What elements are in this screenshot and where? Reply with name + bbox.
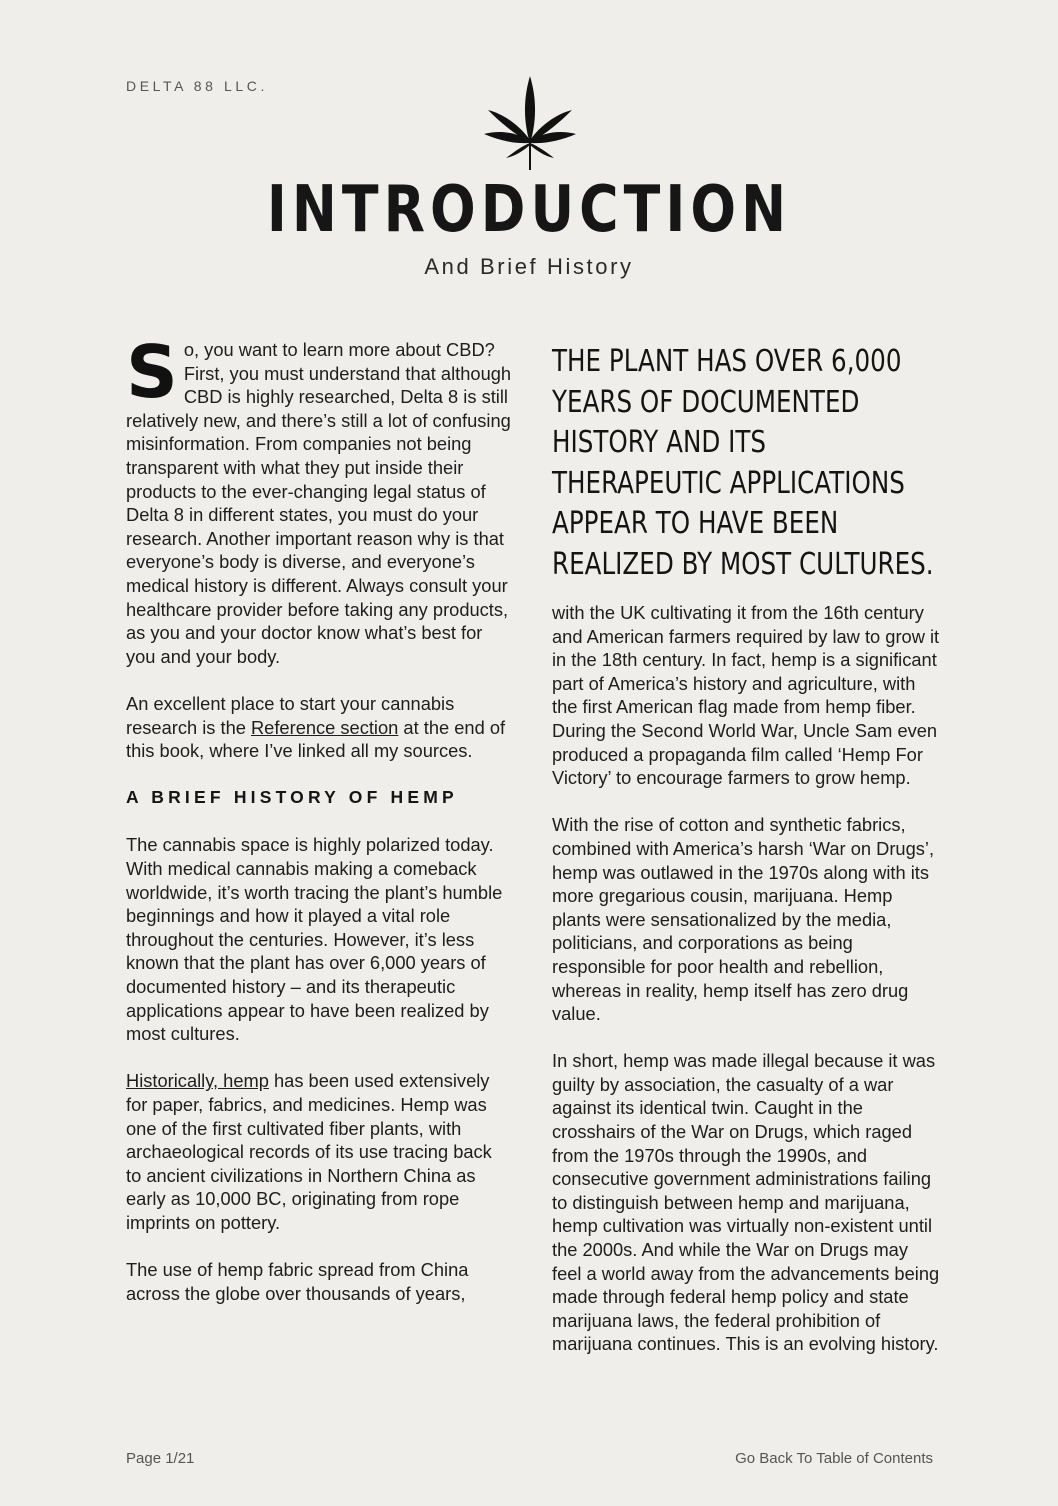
- reference-paragraph: [126, 692, 512, 763]
- illegal-paragraph: In short, hemp was made illegal because it was guilty by association, the casualty of a war against its identical twin. Caught in the crosshairs of the War on Drugs, which raged from the 1970s through the 1990s, and consecutive government administrations failing to distinguish between hemp and marijuana, hemp cultivation was virtually non-existent until the 2000s. And while the War on Drugs may feel a world away from the advancements being made through federal hemp policy and state marijuana laws, the federal prohibition of marijuana continues. This is an evolving history.: [552, 1050, 940, 1355]
- historically-paragraph: [126, 1069, 512, 1234]
- cannabis-leaf-icon: [480, 74, 580, 172]
- intro-paragraph: [126, 330, 512, 668]
- reference-text-after: at the end of this book, where I’ve linked all my sources.: [126, 716, 506, 762]
- pull-quote: THE PLANT HAS OVER 6,000 YEARS OF DOCUMENTED HISTORY AND ITS THERAPEUTIC APPLICATIONS APPEAR TO HAVE BEEN REALIZED BY MOST CULTURES.: [552, 344, 934, 582]
- uk-paragraph: with the UK cultivating it from the 16th century and American farmers required by law to grow it in the 18th century. In fact, hemp is a significant part of America’s history and agriculture, with the first American flag made from hemp fiber. During the Second World War, Uncle Sam even produced a propaganda film called ‘Hemp For Victory’ to encourage farmers to grow hemp.: [552, 602, 940, 789]
- reference-section-link[interactable]: Reference section: [250, 716, 399, 738]
- page-number: Page 1/21: [126, 1450, 195, 1467]
- fabric-paragraph: The use of hemp fabric spread from China across the globe over thousands of years,: [126, 1259, 469, 1304]
- right-column: [552, 338, 942, 1380]
- company-name: DELTA 88 LLC.: [126, 78, 268, 94]
- left-column: [126, 330, 512, 1329]
- page-subtitle: And Brief History: [424, 254, 634, 279]
- historically-hemp-link[interactable]: Historically, hemp: [126, 1070, 269, 1092]
- cotton-paragraph: With the rise of cotton and synthetic fabrics, combined with America’s harsh ‘War on Drugs’, hemp was outlawed in the 1970s along with its more gregarious cousin, marijuana. Hemp plants were sensationalized by the media, politicians, and corporations as being responsible for poor health and rebellion, whereas in reality, hemp itself has zero drug value.: [552, 814, 935, 1025]
- history-paragraph: The cannabis space is highly polarized today. With medical cannabis making a comeback worldwide, it’s worth tracing the plant’s humble beginnings and how it played a vital role throughout the centuries. However, it’s less known that the plant has over 6,000 years of documented history – and its therapeutic applications appear to have been realized by most cultures.: [126, 834, 503, 1045]
- historically-text: has been used extensively for paper, fabrics, and medicines. Hemp was one of the first cultivated fiber plants, with archaeological records of its use tracing back to ancient civilizations in Northern China as early as 10,000 BC, originating from rope imprints on pottery.: [126, 1070, 492, 1233]
- intro-text: o, you want to learn more about CBD? First, you must understand that although CBD is highly researched, Delta 8 is still relatively new, and there’s still a lot of confusing misinformation. From companies not being transparent with what they put inside their products to the ever-changing legal status of Delta 8 in different states, you must do your research. Another important reason why is that everyone’s body is diverse, and everyone’s medical history is different. Always consult your healthcare provider before taking any products, as you and your doctor know what’s best for you and your body.: [126, 339, 512, 667]
- drop-cap: S: [126, 330, 178, 414]
- table-of-contents-link[interactable]: Go Back To Table of Contents: [735, 1450, 933, 1467]
- section-heading: A BRIEF HISTORY OF HEMP: [126, 787, 458, 808]
- reference-text-before: An excellent place to start your cannabis research is the: [126, 692, 455, 738]
- page-title: INTRODUCTION: [266, 173, 792, 247]
